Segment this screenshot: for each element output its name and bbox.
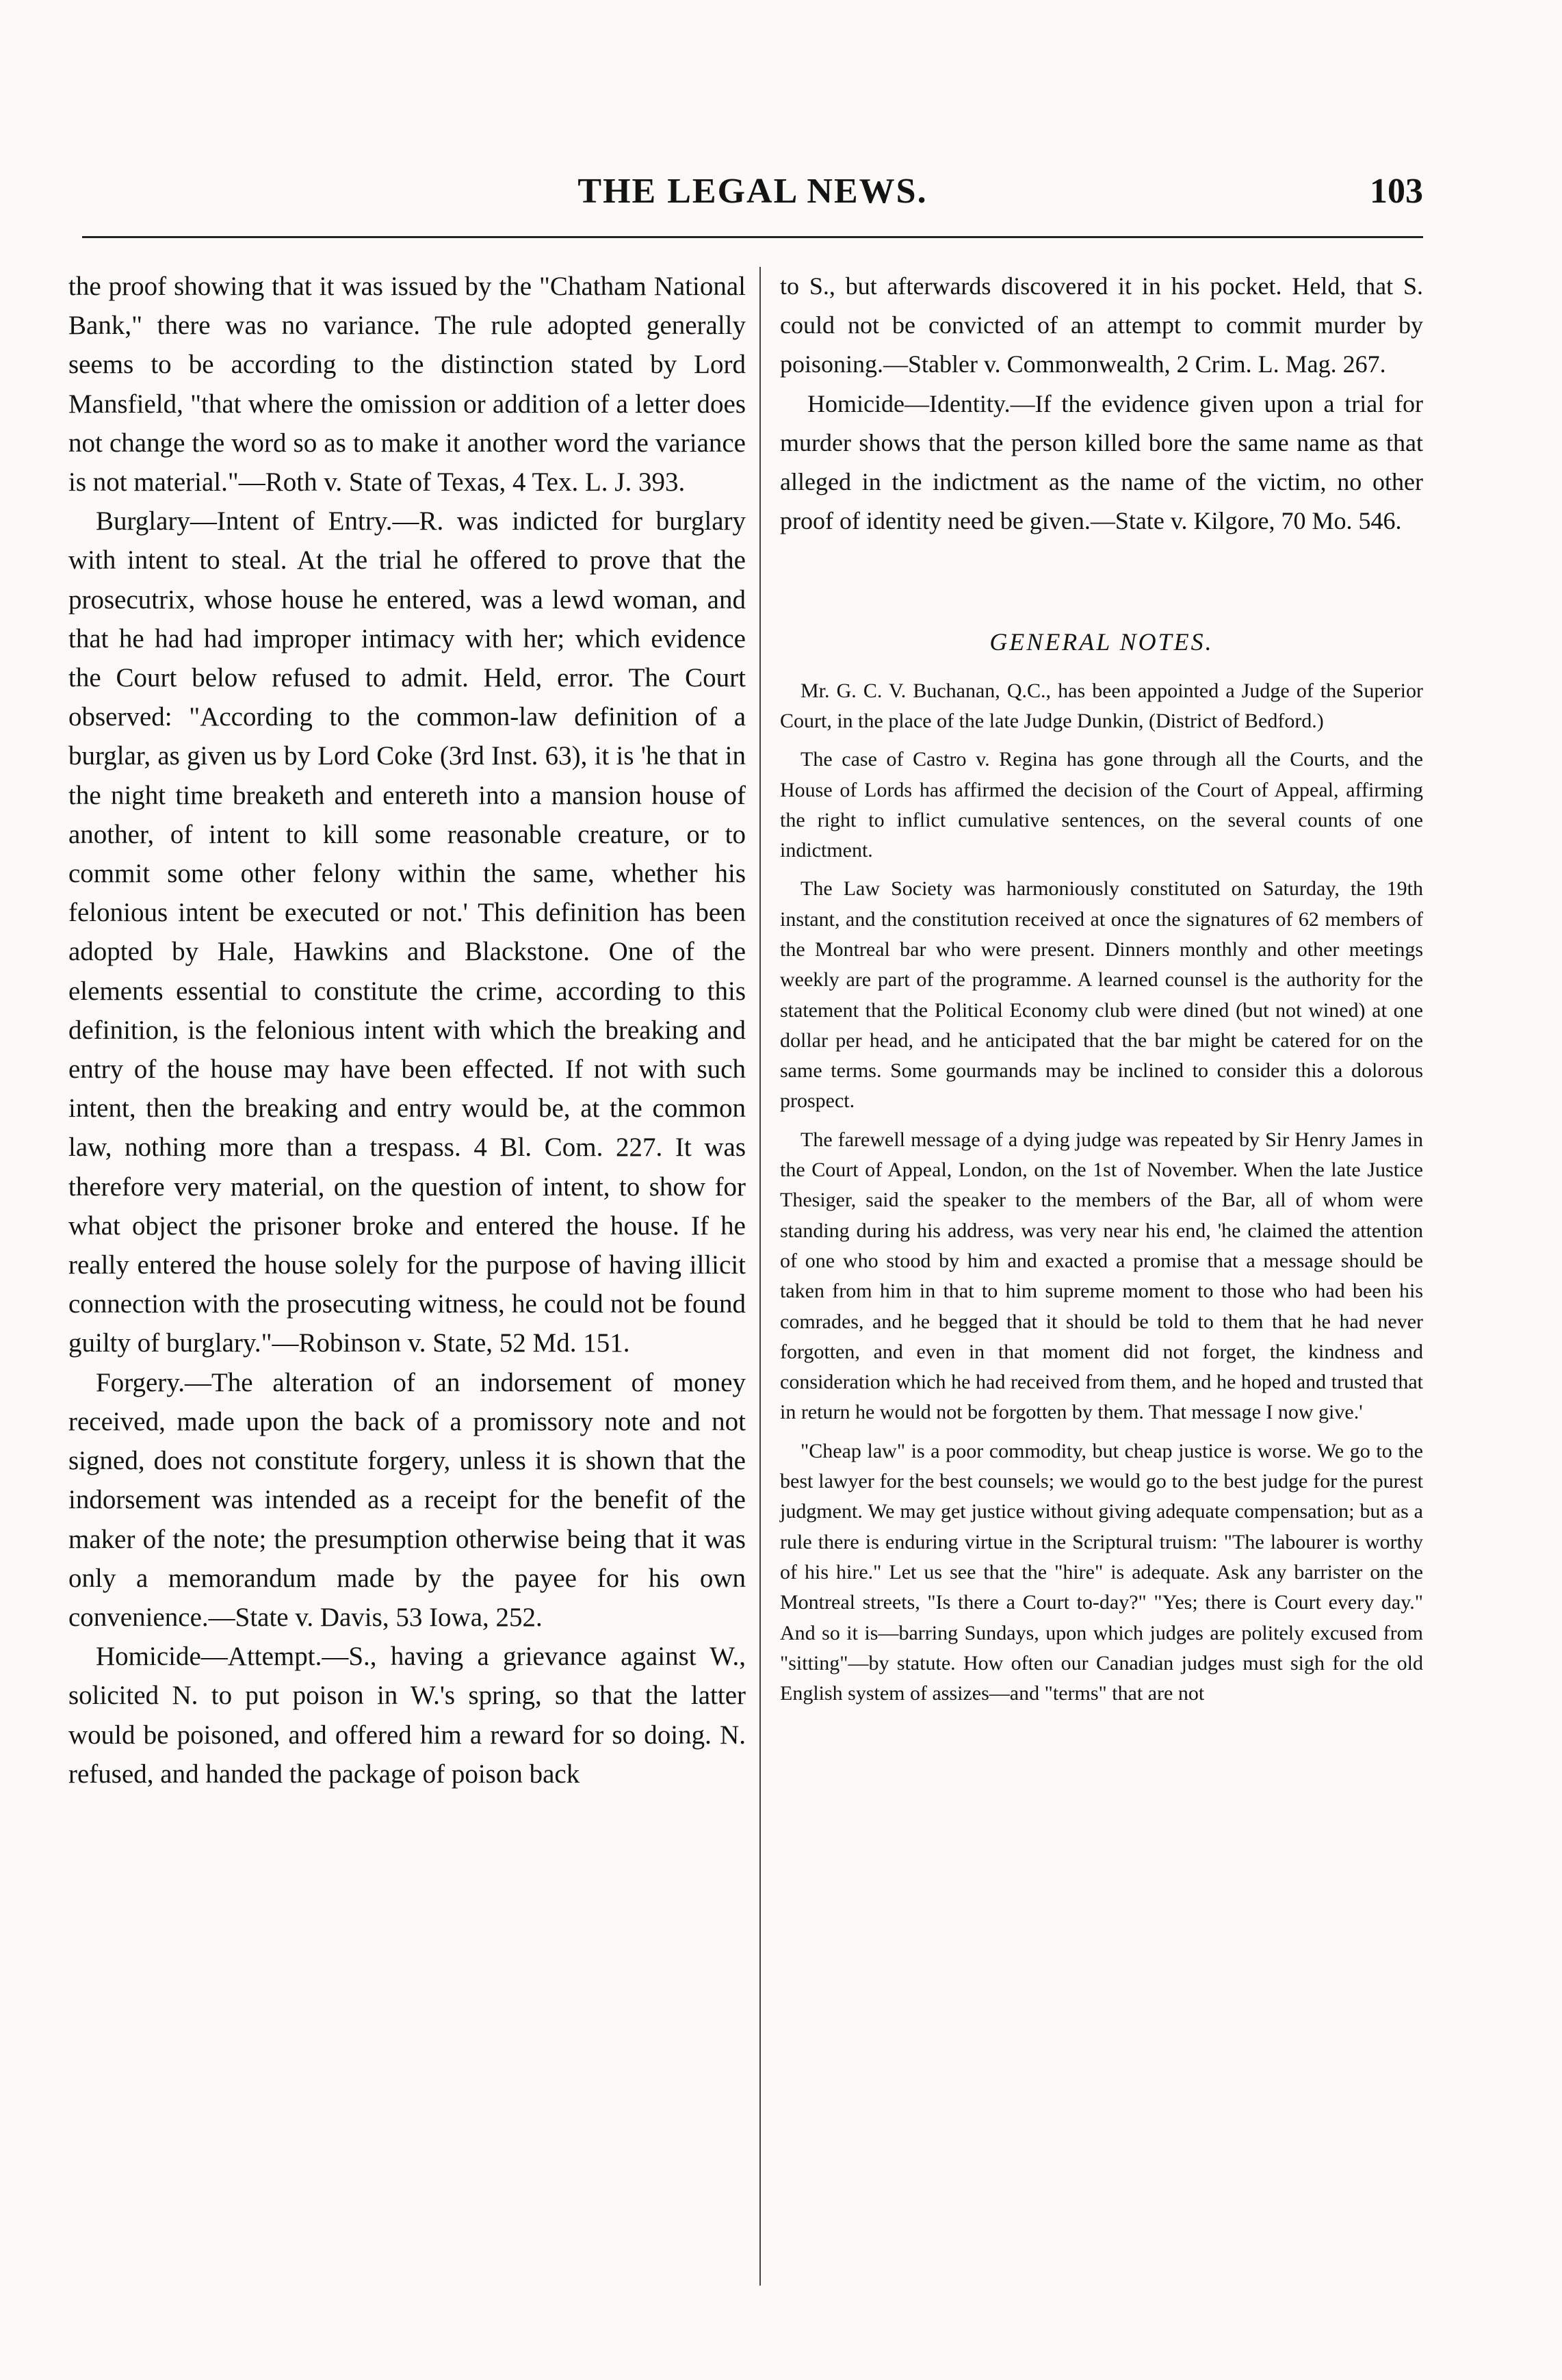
note-buchanan: Mr. G. C. V. Buchanan, Q.C., has been appointed a Judge of the Superior Court, in the place of the late Judge Dunkin, (District of Bedford.) — [780, 679, 1423, 732]
left-paragraph-1: the proof showing that it was issued by the "Chatham National Bank," there was no variance. The rule adopted generally seems to be according to the distinction stated by Lord Mansfield, "that where the omission or addition of a letter does not change the word so as to make it another word the variance is not material."—Roth v. State of Texas, 4 Tex. L. J. 393. — [68, 272, 746, 497]
left-paragraph-forgery: Forgery.—The alteration of an indorsement of money received, made upon the back of a promissory note and not signed, does not constitute forgery, unless it is shown that the indorsement was intended as a receipt for the benefit of the maker of the note; the presumption otherwise being that it was only a memorandum made by the payee for his own convenience.—State v. Davis, 53 Iowa, 252. — [68, 1367, 746, 1632]
column-divider — [759, 267, 761, 2286]
note-farewell-message: The farewell message of a dying judge was repeated by Sir Henry James in the Court of Appeal, London, on the 1st of November. When the late Justice Thesiger, said the speaker to the members of the Bar, all of whom were standing during his address, was very near his end, 'he claimed the attention of one who stood by him and exacted a promise that a message should be taken from him in that to him supreme moment to those who had been his comrades, and he begged that it should be told to them that he had never forgotten, and even in that moment did not forget, the kindness and consideration which he had received from them, and he hoped and trusted that in return he would not be forgotten by them. That message I now give.' — [780, 1128, 1423, 1424]
general-notes-heading: GENERAL NOTES. — [989, 628, 1214, 656]
right-paragraph-1: to S., but afterwards discovered it in his pocket. Held, that S. could not be convicted of an attempt to commit murder by poisoning.—Stabler v. Commonwealth, 2 Crim. L. Mag. 267. — [780, 272, 1423, 378]
page-number: 103 — [1370, 172, 1423, 211]
general-notes — [780, 676, 1423, 1709]
page-header — [82, 171, 1423, 226]
right-paragraph-homicide-identity: Homicide—Identity.—If the evidence given upon a trial for murder shows that the person killed bore the same name as that alleged in the indictment as the name of the victim, no other proof of identity need be given.—State v. Kilgore, 70 Mo. 546. — [780, 389, 1423, 535]
left-column — [68, 267, 746, 1794]
publication-title: THE LEGAL NEWS. — [577, 172, 928, 211]
note-castro: The case of Castro v. Regina has gone through all the Courts, and the House of Lords has affirmed the decision of the Court of Appeal, affirming the right to inflict cumulative sentences, on the several counts of one indictment. — [780, 748, 1423, 862]
left-paragraph-homicide-attempt: Homicide—Attempt.—S., having a grievance against W., solicited N. to put poison in W.'s spring, so that the latter would be poisoned, and offered him a reward for so doing. N. refused, and handed the package of poison back — [68, 1642, 746, 1789]
left-paragraph-burglary: Burglary—Intent of Entry.—R. was indicted for burglary with intent to steal. At the trial he offered to prove that the prosecutrix, whose house he entered, was a lewd woman, and that he had had improper intimacy with her; which evidence the Court below refused to admit. Held, error. The Court observed: "According to the common-law definition of a burglar, as given us by Lord Coke (3rd Inst. 63), it is 'he that in the night time breaketh and entereth into a mansion house of another, of intent to kill some reasonable creature, or to commit some other felony within the same, whether his felonious intent be executed or not.' This definition has been adopted by Hale, Hawkins and Blackstone. One of the elements essential to constitute the crime, according to this definition, is the felonious intent with which the breaking and entry of the house may have been effected. If not with such intent, then the breaking and entry would be, at the common law, nothing more than a trespass. 4 Bl. Com. 227. It was therefore very material, on the question of intent, to show for what object the prisoner broke and entered the house. If he really entered the house solely for the purpose of having illicit connection with the prosecuting witness, he could not be found guilty of burglary."—Robinson v. State, 52 Md. 151. — [68, 506, 746, 1358]
note-cheap-law: "Cheap law" is a poor commodity, but cheap justice is worse. We go to the best lawyer for the best counsels; we would go to the best judge for the purest judgment. We may get justice without giving adequate compensation; but as a rule there is enduring virtue in the Scriptural truism: "The labourer is worthy of his hire." Let us see that the "hire" is adequate. Ask any barrister on the Montreal streets, "Is there a Court to-day?" "Yes; there is Court every day." And so it is—barring Sundays, upon which judges are politely excused from "sitting"—by statute. How often our Canadian judges must sigh for the old English system of assizes—and "terms" that are not — [780, 1439, 1423, 1705]
note-law-society: The Law Society was harmoniously constituted on Saturday, the 19th instant, and the constitution received at once the signatures of 62 members of the Montreal bar who were present. Dinners monthly and other meetings weekly are part of the programme. A learned counsel is the authority for the statement that the Political Economy club were dined (but not wined) at one dollar per head, and he anticipated that the bar might be catered for on the same terms. Some gourmands may be inclined to consider this a dolorous prospect. — [780, 877, 1423, 1113]
header-rule — [82, 236, 1423, 238]
right-column — [780, 267, 1423, 1717]
